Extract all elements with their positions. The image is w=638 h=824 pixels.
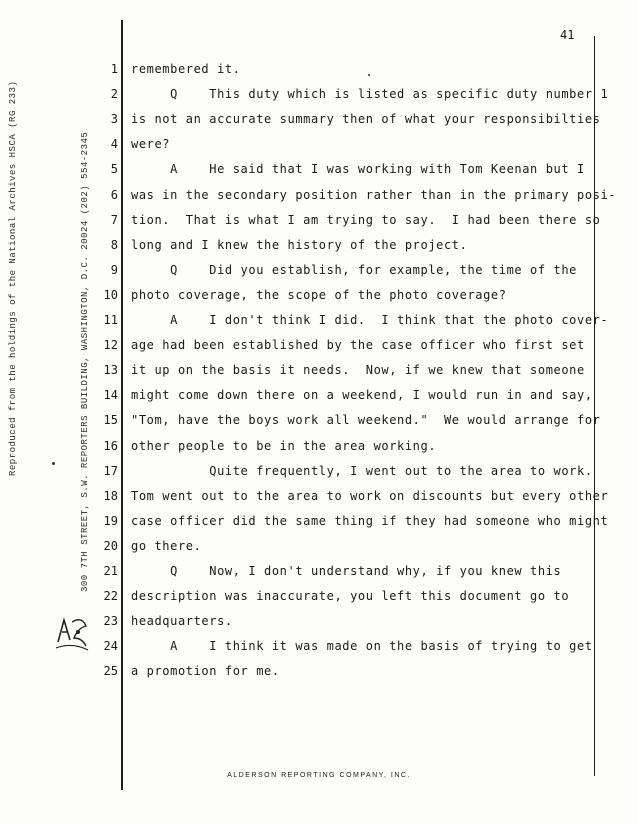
line-number: 4 xyxy=(110,137,118,151)
transcript-line: case officer did the same thing if they had someone who might xyxy=(131,514,609,528)
scan-speck xyxy=(368,74,370,76)
transcript-line: might come down there on a weekend, I would run in and say, xyxy=(131,388,593,402)
line-number: 18 xyxy=(103,489,118,503)
archive-stamp-icon xyxy=(52,612,92,652)
line-number: 7 xyxy=(110,213,118,227)
line-number: 25 xyxy=(103,664,118,678)
line-number: 23 xyxy=(103,614,118,628)
line-number: 6 xyxy=(110,188,118,202)
transcript-line: Q This duty which is listed as specific duty number 1 xyxy=(131,87,609,101)
right-margin-rule xyxy=(594,36,595,776)
transcript-line: A I think it was made on the basis of trying to get xyxy=(131,639,593,653)
archive-reproduction-note: Reproduced from the holdings of the National Archives HSCA (RG 233) xyxy=(8,80,18,476)
line-number: 14 xyxy=(103,388,118,402)
transcript-line: Q Now, I don't understand why, if you knew this xyxy=(131,564,562,578)
line-number: 12 xyxy=(103,338,118,352)
transcript-line: tion. That is what I am trying to say. I had been there so xyxy=(131,213,601,227)
transcript-line: description was inaccurate, you left this document go to xyxy=(131,589,570,603)
left-margin-rule xyxy=(121,20,123,790)
line-number: 9 xyxy=(110,263,118,277)
transcript-line: it up on the basis it needs. Now, if we knew that someone xyxy=(131,363,585,377)
line-number: 10 xyxy=(103,288,118,302)
line-number: 8 xyxy=(110,238,118,252)
line-number: 21 xyxy=(103,564,118,578)
scan-speck xyxy=(52,462,55,465)
transcript-line: "Tom, have the boys work all weekend." We would arrange for xyxy=(131,413,601,427)
reporter-address: 300 7TH STREET, S.W. REPORTERS BUILDING, WASHINGTON, D.C. 20024 (202) 554-2345 xyxy=(80,131,90,592)
line-number: 22 xyxy=(103,589,118,603)
transcript-line: Tom went out to the area to work on discounts but every other xyxy=(131,489,609,503)
transcript-line: other people to be in the area working. xyxy=(131,439,437,453)
transcript-line: Q Did you establish, for example, the time of the xyxy=(131,263,578,277)
line-number: 15 xyxy=(103,413,118,427)
transcript-line: is not an accurate summary then of what your responsibilties xyxy=(131,112,601,126)
transcript-line: go there. xyxy=(131,539,202,553)
line-number: 13 xyxy=(103,363,118,377)
line-number: 16 xyxy=(103,439,118,453)
transcript-line: remembered it. xyxy=(131,62,241,76)
reporting-company-footer: ALDERSON REPORTING COMPANY, INC. xyxy=(227,772,411,779)
transcript-line: was in the secondary position rather than in the primary posi- xyxy=(131,188,617,202)
line-number: 19 xyxy=(103,514,118,528)
line-number: 5 xyxy=(110,162,118,176)
transcript-line: headquarters. xyxy=(131,614,233,628)
line-number: 20 xyxy=(103,539,118,553)
line-number: 2 xyxy=(110,87,118,101)
transcript-line: photo coverage, the scope of the photo coverage? xyxy=(131,288,507,302)
line-number: 17 xyxy=(103,464,118,478)
line-number: 11 xyxy=(103,313,118,327)
transcript-line: A I don't think I did. I think that the photo cover- xyxy=(131,313,609,327)
line-number: 24 xyxy=(103,639,118,653)
line-number: 1 xyxy=(110,62,118,76)
transcript-line: were? xyxy=(131,137,171,151)
transcript-line: age had been established by the case officer who first set xyxy=(131,338,585,352)
transcript-line: Quite frequently, I went out to the area to work. xyxy=(131,464,593,478)
line-number: 3 xyxy=(110,112,118,126)
transcript-line: a promotion for me. xyxy=(131,664,280,678)
transcript-line: A He said that I was working with Tom Keenan but I xyxy=(131,162,585,176)
page-number: 41 xyxy=(560,28,575,42)
transcript-line: long and I knew the history of the project. xyxy=(131,238,468,252)
